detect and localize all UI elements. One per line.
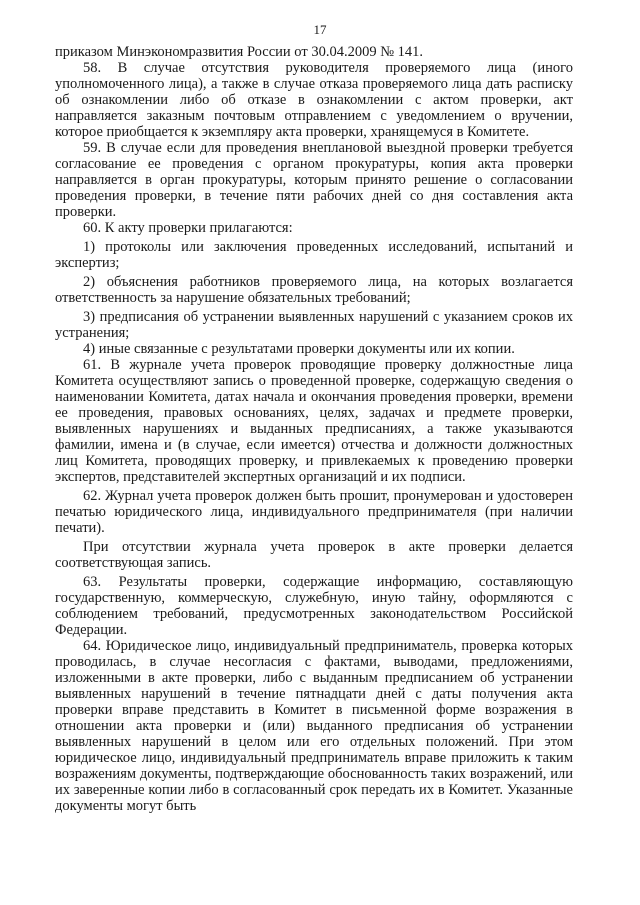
paragraph-63: 63. Результаты проверки, содержащие информацию, составляющую государственную, коммерческую, служебную, иную тайну, оформляются с соблюдением требований, предусмотренных законодательством Российской Федерации. [55,574,573,638]
list-item-2: 2) объяснения работников проверяемого лица, на которых возлагается ответственность за нарушение обязательных требований; [55,274,573,306]
paragraph-58: 58. В случае отсутствия руководителя проверяемого лица (иного уполномоченного лица), а также в случае отказа проверяемого лица дать расписку об ознакомлении либо об отказе в ознакомлении с актом проверки, акт направляется заказным почтовым отправлением с уведомлением о вручении, которое приобщается к экземпляру акта проверки, хранящемуся в Комитете. [55,60,573,140]
paragraph-59: 59. В случае если для проведения внеплановой выездной проверки требуется согласование ее проведения с органом прокуратуры, копия акта проверки направляется в орган прокуратуры, которым принято решение о согласовании проведения проверки, в течение пяти рабочих дней со дня составления акта проверки. [55,140,573,220]
page-number: 17 [313,22,327,37]
list-item-3: 3) предписания об устранении выявленных нарушений с указанием сроков их устранения; [55,309,573,341]
paragraph-62: 62. Журнал учета проверок должен быть прошит, пронумерован и удостоверен печатью юридического лица, индивидуального предпринимателя (при наличии печати). [55,488,573,536]
list-item-1: 1) протоколы или заключения проведенных исследований, испытаний и экспертиз; [55,239,573,271]
paragraph-continuation: приказом Минэкономразвития России от 30.04.2009 № 141. [55,44,424,60]
paragraph-62-note: При отсутствии журнала учета проверок в акте проверки делается соответствующая запись. [55,539,573,571]
list-item-4: 4) иные связанные с результатами проверки документы или их копии. [83,341,515,357]
document-body [55,44,573,814]
paragraph-61: 61. В журнале учета проверок проводящие проверку должностные лица Комитета осуществляют запись о проведенной проверке, содержащую сведения о наименовании Комитета, датах начала и окончания проведения проверки, времени ее проведения, правовых основаниях, целях, задачах и предмете проверки, выявленных нарушениях и выданных предписаниях, а также указываются фамилии, имена и (в случае, если имеется) отчества и должности должностных лиц Комитета, проводящих проверку, и привлекаемых к проведению проверки экспертов, представителей экспертных организаций и их подписи. [55,357,573,485]
paragraph-64: 64. Юридическое лицо, индивидуальный предприниматель, проверка которых проводилась, в случае несогласия с фактами, выводами, предложениями, изложенными в акте проверки, либо с выданным предписанием об устранении выявленных нарушений в течение пятнадцати дней с даты получения акта проверки вправе представить в Комитет в письменной форме возражения в отношении акта проверки и (или) выданного предписания об устранении выявленных нарушений в целом или его отдельных положений. При этом юридическое лицо, индивидуальный предприниматель вправе приложить к таким возражениям документы, подтверждающие обоснованность таких возражений, или их заверенные копии либо в согласованный срок передать их в Комитет. Указанные документы могут быть [55,638,573,814]
paragraph-60: 60. К акту проверки прилагаются: [83,220,293,236]
